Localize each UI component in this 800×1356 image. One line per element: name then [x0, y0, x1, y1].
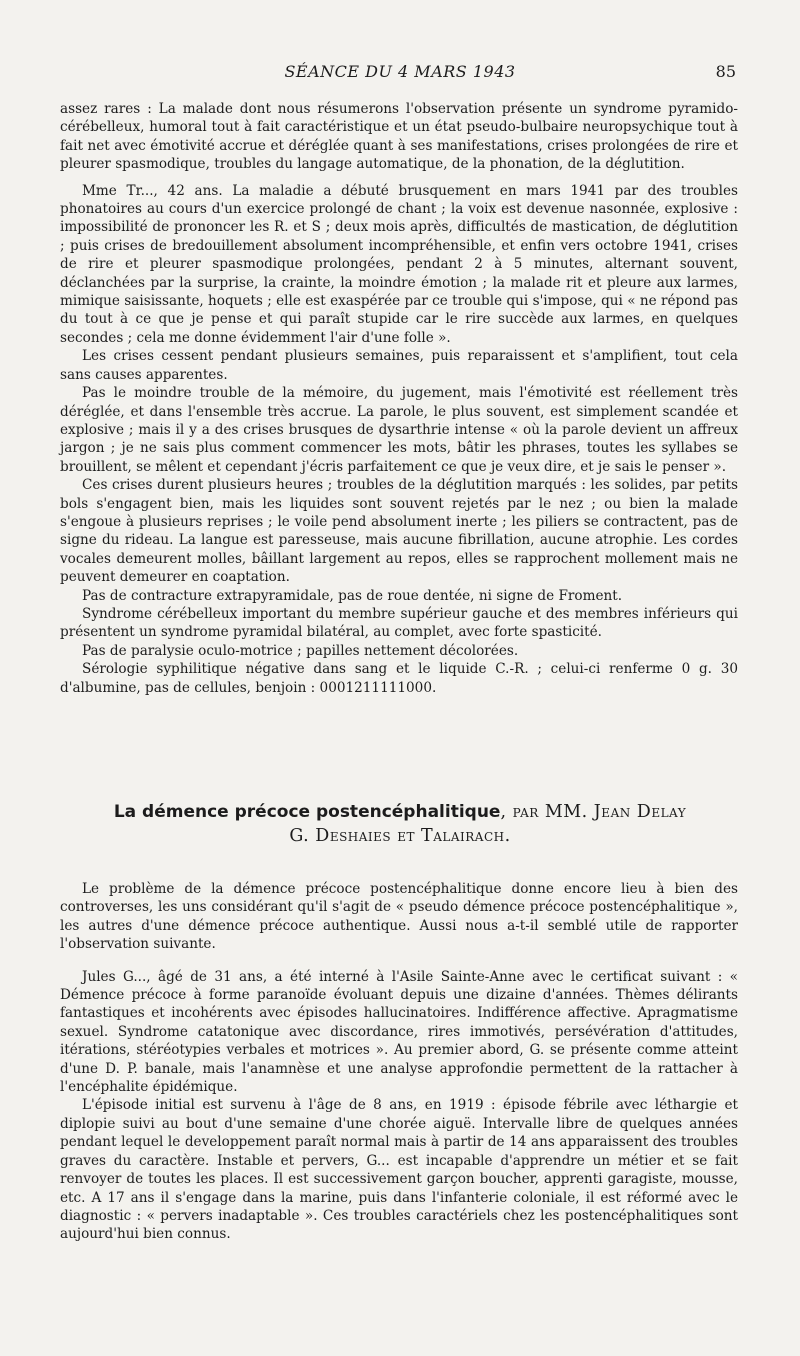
paragraph: Le problème de la démence précoce postencéphalitique donne encore lieu à bien des controverses, les uns considérant qu'il s'agit de « pseudo démence précoce postencéphalitique », les autres d'une démence précoce authentique. Aussi nous a-t-il semblé utile de rapporter l'observation suivante. — [60, 881, 738, 953]
paragraph: Ces crises durent plusieurs heures ; troubles de la déglutition marqués : les solides, par petits bols s'engagent bien, mais les liquides sont souvent rejetés par le nez ; ou bien la malade s'engoue à plusieurs reprises ; le voile pend absolument inerte ; les piliers se contractent, pas de signe du rideau. La langue est paresseuse, mais aucune fibrillation, aucune atrophie. Les cordes vocales demeurent molles, bâillant largement au repos, elles se rapprochent mollement mais ne peuvent demeurer en coaptation. — [60, 477, 738, 586]
article-body — [60, 880, 738, 1244]
paragraph: Syndrome cérébelleux important du membre supérieur gauche et des membres inférieurs qui présentent un syndrome pyramidal bilatéral, au complet, avec forte spasticité. — [60, 605, 738, 641]
page-number: 85 — [715, 62, 736, 81]
article-title-line-1 — [60, 800, 740, 824]
paragraph: Pas le moindre trouble de la mémoire, du jugement, mais l'émotivité est réellement très déréglée, et dans l'ensemble très accrue. La parole, le plus souvent, est simplement scandée et explosive ; mais il y a des crises brusques de dysarthrie intense « où la parole devient un affreux jargon ; je ne sais plus comment commencer les mots, bâtir les phrases, toutes les syllabes se brouillent, se mêlent et cependant j'écris parfaitement ce que je veux dire, et je sais le penser ». — [60, 385, 738, 475]
paragraph: assez rares : La malade dont nous résumerons l'observation présente un syndrome pyramido-cérébelleux, humoral tout à fait caractéristique et un état pseudo-bulbaire neuropsychique tout à fait net avec émotivité accrue et déréglée quant à ses manifestations, crises prolongées de rire et pleurer spasmodique, troubles du langage automatique, de la phonation, de la déglutition. — [60, 101, 738, 173]
paragraph: Sérologie syphilitique négative dans sang et le liquide C.-R. ; celui-ci renferme 0 g. 30 d'albumine, pas de cellules, benjoin : 0001211111000. — [60, 661, 738, 696]
article-title — [60, 800, 740, 848]
running-title: SÉANCE DU 4 MARS 1943 — [284, 62, 516, 81]
paragraph: Les crises cessent pendant plusieurs semaines, puis reparaissent et s'amplifient, tout cela sans causes apparentes. — [60, 348, 738, 383]
running-header — [62, 62, 738, 84]
article-title-byline: , par MM. Jean Delay — [500, 802, 687, 822]
paragraph: Mme Tr..., 42 ans. La maladie a débuté brusquement en mars 1941 par des troubles phonatoires au cours d'un exercice prolongé de chant ; la voix est devenue nasonnée, explosive : impossibilité de prononcer les R. et S ; deux mois après, difficultés de mastication, de déglutition ; puis crises de bredouillement absolument incompréhensible, et enfin vers octobre 1941, crises de rire et pleurer spasmodique prolongées, pendant 2 à 5 minutes, alternant souvent, déclanchées par la surprise, la crainte, la moindre émotion ; la malade rit et pleure aux larmes, mimique saisissante, hoquets ; elle est exaspérée par ce trouble qui s'impose, qui « ne répond pas du tout à ce que je pense et qui paraît stupide car le rire succède aux larmes, en quelques secondes ; cela me donne évidemment l'air d'une folle ». — [60, 182, 738, 346]
paragraph: L'épisode initial est survenu à l'âge de 8 ans, en 1919 : épisode fébrile avec léthargie et diplopie suivi au bout d'une semaine d'une chorée aiguë. Intervalle libre de quelques années pendant lequel le developpement paraît normal mais à partir de 14 ans apparaissent des troubles graves du caractère. Instable et pervers, G... est incapable d'apprendre un métier et se fait renvoyer de toutes les places. Il est successivement garçon boucher, apprenti garagiste, mousse, etc. A 17 ans il s'engage dans la marine, puis dans l'infanterie coloniale, il est réformé avec le diagnostic : « pervers inadaptable ». Ces troubles caractériels chez les postencéphalitiques sont aujourd'hui bien connus. — [60, 1097, 738, 1243]
paragraph: Pas de paralysie oculo-motrice ; papilles nettement décolorées. — [82, 642, 519, 659]
article-title-main: La démence précoce postencéphalitique — [113, 802, 501, 822]
paragraph: Jules G..., âgé de 31 ans, a été interné à l'Asile Sainte-Anne avec le certificat suivant : « Démence précoce à forme paranoïde évoluant depuis une dizaine d'années. Thèmes délirants fantastiques et incohérents avec épisodes hallucinatoires. Indifférence affective. Apragmatisme sexuel. Syndrome catatonique avec discordance, rires immotivés, persévération d'attitudes, itérations, stéréotypies verbales et motrices ». Au premier abord, G. se présente comme atteint d'une D. P. banale, mais l'anamnèse et une analyse approfondie permettent de la rattacher à l'encéphalite épidémique. — [60, 968, 738, 1096]
case-report-section — [60, 100, 738, 697]
article-authors: G. Deshaies et Talairach. — [289, 826, 511, 846]
paragraph: Pas de contracture extrapyramidale, pas de roue dentée, ni signe de Froment. — [82, 587, 623, 604]
